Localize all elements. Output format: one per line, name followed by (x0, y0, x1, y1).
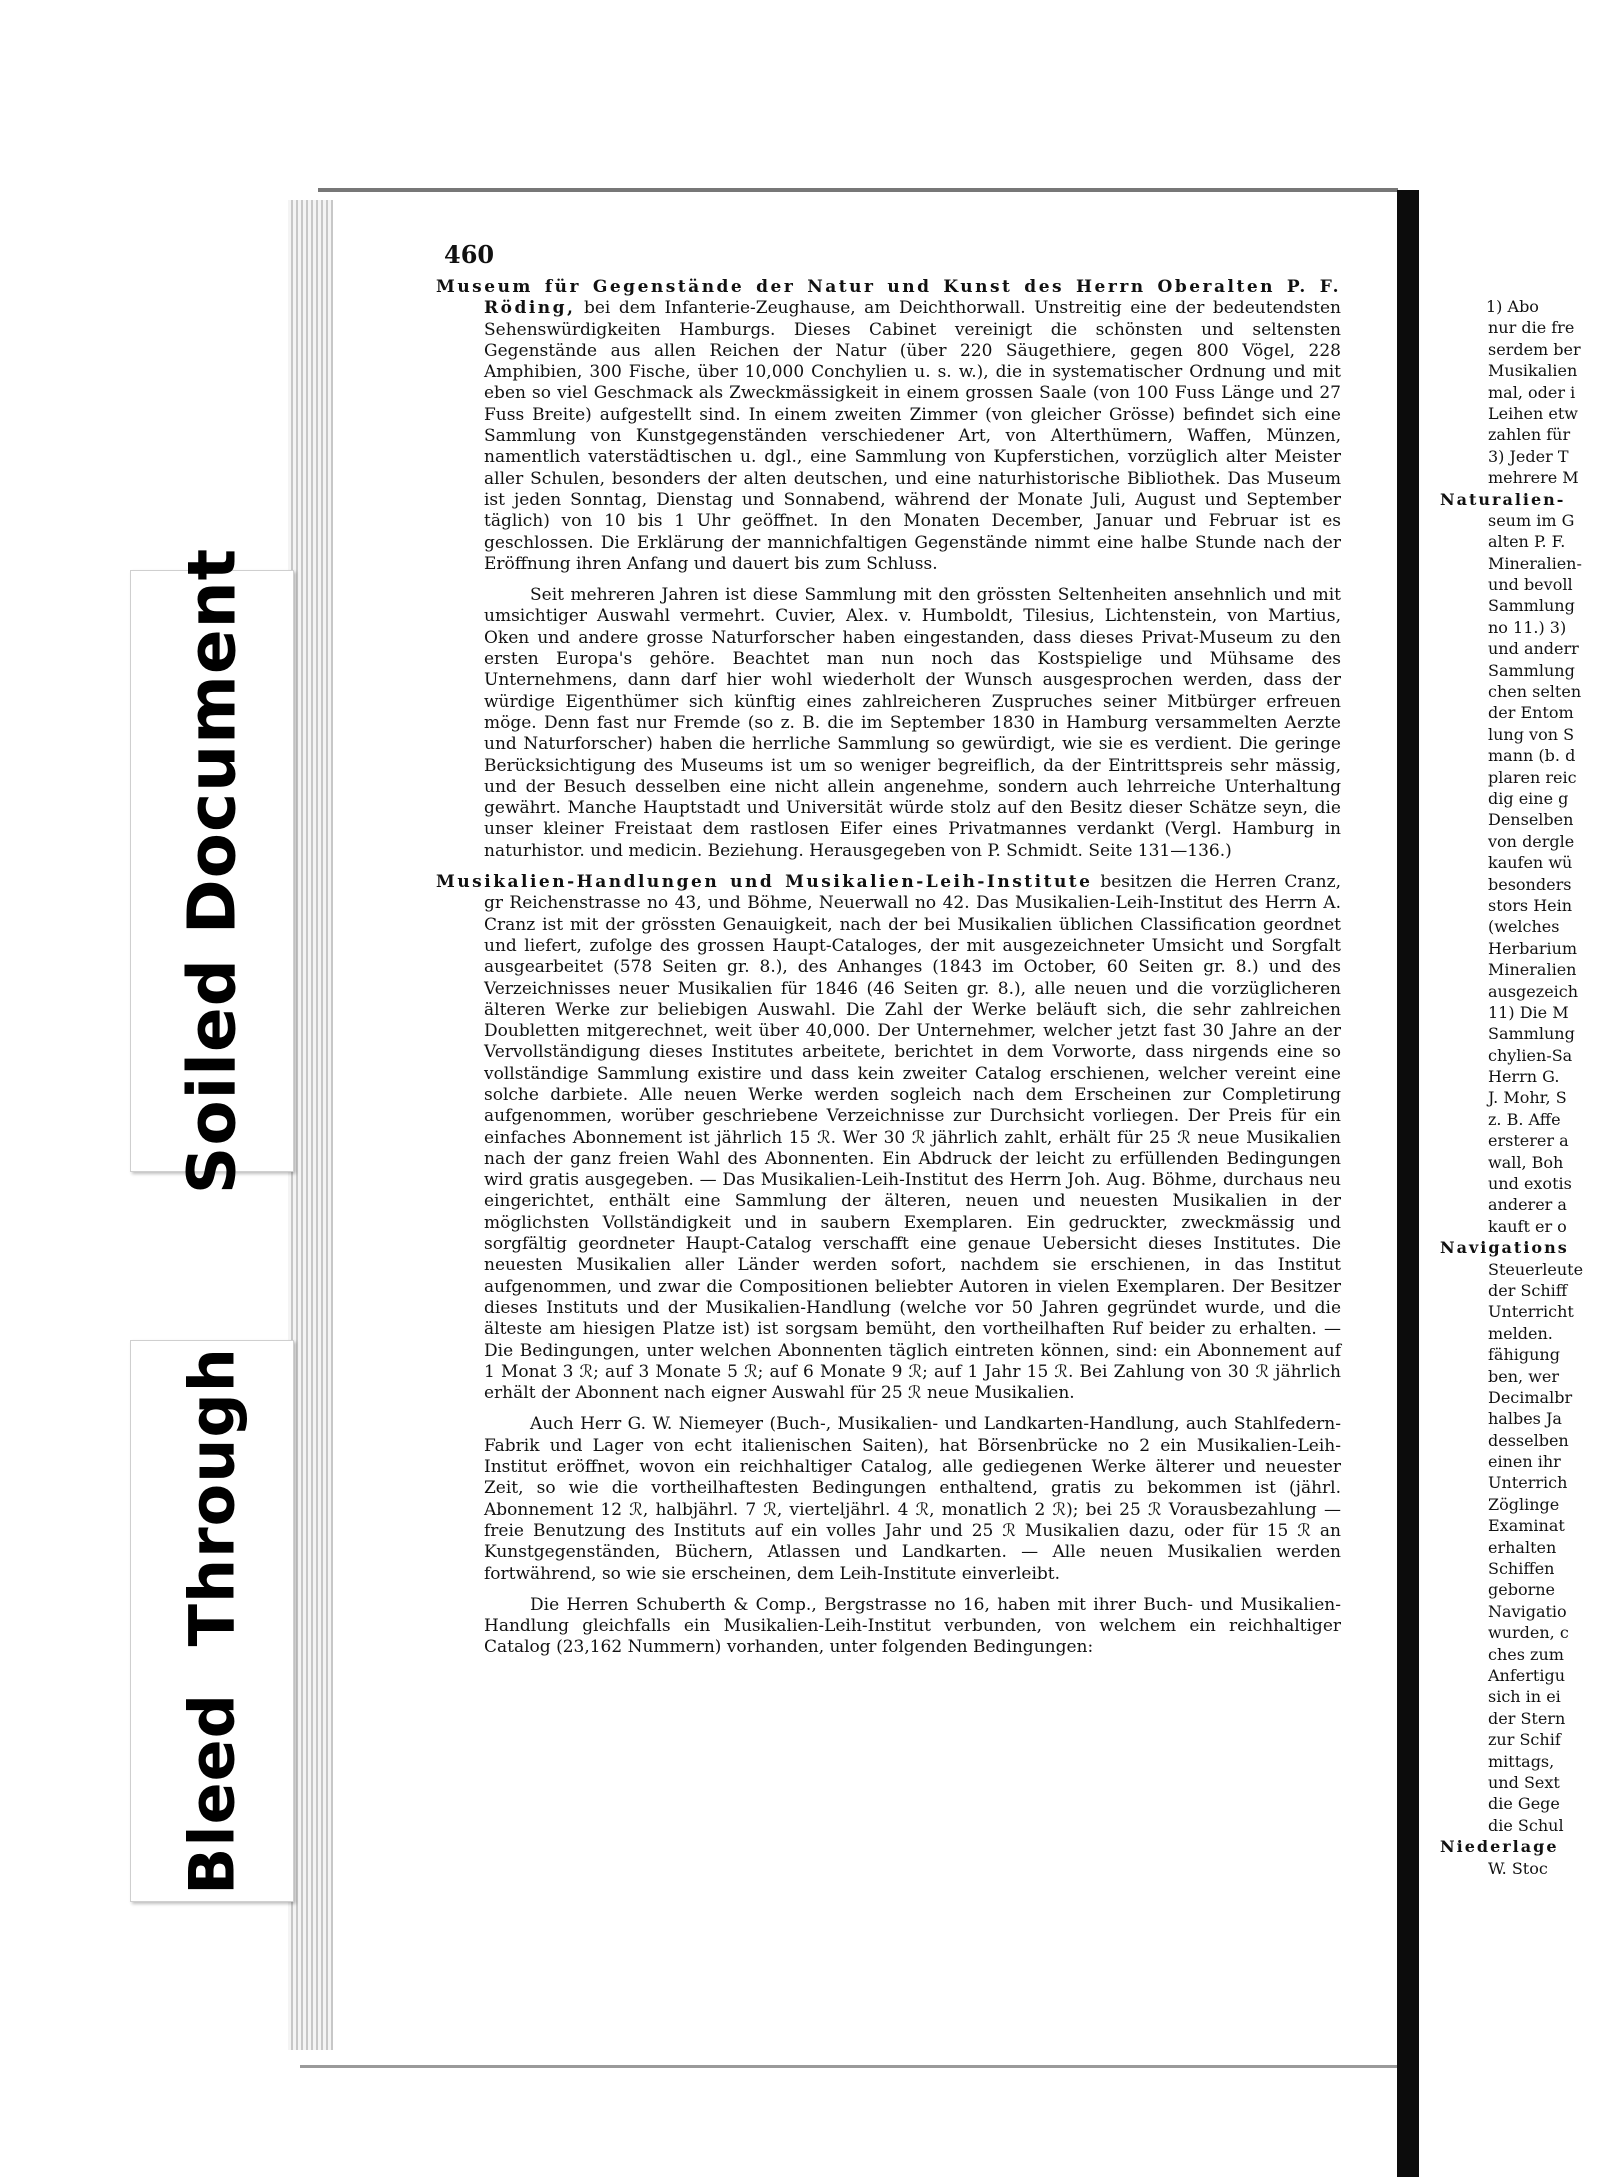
right-column-line: seum im G (1488, 510, 1575, 530)
right-column-line: Steuerleute (1488, 1259, 1584, 1279)
right-column-line: stors Hein (1488, 895, 1573, 915)
right-column-line: halbes Ja (1488, 1409, 1562, 1429)
paragraph-text: besitzen die Herren Cranz, gr Reichenstrasse no 43, und Böhme, Neuerwall no 42. Das Musikalien-Leih-Institut des Herrn A. Cranz ist mit der grössten Genauigkeit, nach der bei Musikalien üblichen Classification geordnet und liefert, zufolge des grossen Haupt-Cataloges, der mit ausgezeichneter Umsicht und Sorgfalt ausgearbeitet (578 Seiten gr. 8.), des Anhanges (1843 im October, 60 Seiten gr. 8.) und des Verzeichnisses neuer Musikalien für 1846 (46 Seiten gr. 8.), alle neuen und die vorzüglicheren älteren Werke zur beliebigen Auswahl. Die Zahl der Werke beläuft sich, die sehr zahlreichen Doubletten mitgerechnet, weit über 40,000. Der Unternehmer, welcher jetzt fast 30 Jahre an der Vervollständigung dieses Institutes arbeitete, berichtet in dem Vorworte, dass nirgends eine so vollständige Sammlung existire und dass kein zweiter Catalog erschienen, welcher vereint eine solche darbiete. Alle neuen Werke werden sogleich nach dem Erscheinen zur Completirung aufgenommen, worüber geschriebene Verzeichnisse zur Durchsicht vorliegen. Der Preis für ein einfaches Abonnement ist jährlich 15 ℛ. Wer 30 ℛ jährlich zahlt, erhält für 25 ℛ neue Musikalien nach der ganz freien Wahl des Abonnenten. Ein Abdruck der leicht zu erfüllenden Bedingungen wird gratis ausgegeben. — Das Musikalien-Leih-Institut des Herrn Joh. Aug. Böhme, durchaus neu eingerichtet, enthält eine Sammlung der älteren, neuen und neuesten Musikalien in der möglichsten Vollständigkeit und in saubern Exemplaren. Ein gedruckter, zweckmässig und sorgfältig geordneter Haupt-Catalog verschafft eine genaue Uebersicht dieses Institutes. Die neuesten Musikalien aller Länder werden sofort, nachdem sie erschienen, in das Institut aufgenommen, und zwar die Compositionen beliebter Autoren in vielen Exemplaren. Der Besitzer dieses Instituts und der Musikalien-Handlung (welche vor 50 Jahren gegründet wurde, und die älteste am hiesigen Platze ist) ist sorgsam bemüht, den vortheilhaften Ruf beider zu erhalten. — Die Bedingungen, unter welchen Abonnenten täglich eintreten können, sind: ein Abonnement auf 1 Monat 3 ℛ; auf 3 Monate 5 ℛ; auf 6 Monate 9 ℛ; auf 1 Jahr 15 ℛ. Bei Zahlung von 30 ℛ jährlich erhält der Abonnent nach eigner Auswahl für 25 ℛ neue Musikalien. (484, 872, 1341, 1404)
right-column-line: fähigung (1488, 1345, 1560, 1365)
right-column-line: Naturalien- (1440, 489, 1566, 509)
right-column-line: kaufen wü (1488, 853, 1573, 873)
right-column-line: Decimalbr (1488, 1387, 1573, 1407)
right-column-line: wurden, c (1488, 1623, 1569, 1643)
right-column-line: der Schiff (1488, 1280, 1568, 1300)
right-page-fragment (1440, 296, 1600, 1879)
right-column-line: desselben (1488, 1430, 1569, 1450)
right-column-line: 1) Abo (1486, 297, 1539, 316)
right-column-line: Zöglinge (1488, 1494, 1560, 1514)
left-page (436, 240, 1341, 1669)
right-column-line: und bevoll (1488, 575, 1573, 595)
right-column-line: 3) Jeder T (1488, 446, 1569, 466)
right-column-line: Unterricht (1488, 1302, 1574, 1322)
right-column-line: wall, Boh (1488, 1152, 1564, 1172)
page-stack-edge (288, 200, 333, 2050)
right-column-line: 11) Die M (1488, 1002, 1569, 1022)
right-column-line: kauft er o (1488, 1216, 1567, 1236)
right-column-line: und Sext (1488, 1772, 1560, 1792)
right-column-line: Herrn G. (1488, 1067, 1560, 1087)
right-column-line: geborne (1488, 1580, 1556, 1600)
right-column-line: und exotis (1488, 1174, 1572, 1194)
right-column-line: Herbarium (1488, 938, 1578, 958)
right-column-line: ches zum (1488, 1644, 1564, 1664)
entry-heading: Musikalien-Handlungen und Musikalien-Leih-Institute (436, 872, 1093, 893)
right-column-line: der Stern (1488, 1708, 1566, 1728)
right-column-line: nur die fre (1488, 318, 1575, 338)
paragraph-text: Die Herren Schuberth & Comp., Bergstrasse no 16, haben mit ihrer Buch- und Musikalien-Handlung gleichfalls ein Musikalien-Leih-Institut verbunden, von welchem ein reichhaltiger Catalog (23,162 Nummern) vorhanden, unter folgenden Bedingungen: (484, 1594, 1341, 1658)
right-column-line: chylien-Sa (1488, 1045, 1573, 1065)
page-number: 460 (444, 240, 495, 269)
right-column-line: Mineralien (1488, 960, 1577, 980)
paragraph (436, 585, 1341, 862)
right-column-line: Unterrich (1488, 1473, 1568, 1493)
right-column-line: mehrere M (1488, 468, 1579, 488)
soiled-document-label: Soiled Document (173, 547, 251, 1195)
right-column-line: ben, wer (1488, 1366, 1559, 1386)
right-column-line: Examinat (1488, 1516, 1565, 1536)
page-body (436, 277, 1341, 1659)
right-column-line: dig eine g (1488, 788, 1569, 808)
right-column-line: die Gege (1488, 1794, 1560, 1814)
right-column-line: der Entom (1488, 703, 1574, 723)
right-column-line: Niederlage (1440, 1837, 1559, 1857)
right-column-line: zahlen für (1488, 425, 1571, 445)
right-column-line: Navigatio (1488, 1601, 1567, 1621)
entry-heading: Museum für Gegenstände der Natur und Kunst des Herrn Oberalten P. F. Röding, (436, 277, 1341, 319)
right-column-line: einen ihr (1488, 1452, 1561, 1472)
right-column-line: serdem ber (1488, 339, 1581, 359)
paragraph (436, 1595, 1341, 1659)
right-column-line: und anderr (1488, 639, 1579, 659)
right-column-line: J. Mohr, S (1488, 1088, 1567, 1108)
right-column-line: melden. (1488, 1323, 1553, 1343)
right-column-line: plaren reic (1488, 767, 1577, 787)
right-column-line: lung von S (1488, 724, 1575, 744)
right-column-line: z. B. Affe (1488, 1109, 1561, 1129)
right-column-line: chen selten (1488, 682, 1582, 702)
right-column-line: mittags, (1488, 1751, 1555, 1771)
bleed-through-tab (130, 1340, 294, 1902)
right-column-line: zur Schif (1488, 1730, 1561, 1750)
paragraph (436, 1414, 1341, 1584)
right-column-line: Sammlung (1488, 596, 1575, 616)
book-gutter (1397, 190, 1419, 2177)
right-column-line: Anfertigu (1488, 1666, 1565, 1685)
right-column-line: Musikalien (1488, 361, 1578, 381)
soiled-document-tab (130, 547, 294, 1195)
right-column-line: von dergle (1488, 831, 1575, 851)
right-column-line: Navigations (1440, 1238, 1569, 1258)
right-column-line: ausgezeich (1488, 981, 1579, 1001)
right-column-line: die Schul (1488, 1815, 1564, 1835)
paragraph-text: Seit mehreren Jahren ist diese Sammlung mit den grössten Seltenheiten ansehnlich und mit umsichtiger Auswahl vermehrt. Cuvier, Alex. v. Humboldt, Tilesius, Lichtenstein, von Martius, Oken und andere grosse Naturforscher haben eingestanden, dass dieses Privat-Museum zu den ersten Europa's gehöre. Beachtet man nun noch das Kostspielige und Mühsame des Unternehmens, dann darf hier wohl wiederholt der Wunsch ausgesprochen werden, dass der würdige Eigenthümer sich künftig eines zahlreicheren Zuspruches seiner Mitbürger erfreuen möge. Denn fast nur Fremde (so z. B. die im September 1830 in Hamburg versammelten Aerzte und Naturforscher) haben die herrliche Sammlung so gewürdigt, wie sie es verdient. Die geringe Berücksichtigung des Museums ist um so weniger begreiflich, da der Eintrittspreis sehr mässig, und der Besuch desselben eine nicht allein angenehme, sondern auch lehrreiche Unterhaltung gewährt. Manche Hauptstadt und Universität würde stolz auf den Besitz dieser Schätze seyn, die unser kleiner Freistaat dem rastlosen Eifer eines Privatmannes verdankt (Vergl. Hamburg in naturhistor. und medicin. Beziehung. Herausgegeben von P. Schmidt. Seite 131—136.) (484, 585, 1341, 861)
bleed-through-label: Bleed Through (175, 1347, 249, 1895)
right-column-line: Mineralien- (1488, 553, 1582, 573)
paragraph (436, 872, 1341, 1404)
right-column-line: (welches (1488, 917, 1560, 937)
page-top-edge (318, 188, 1398, 192)
right-column-line: Schiffen (1488, 1559, 1555, 1579)
right-column-line: Sammlung (1488, 660, 1575, 680)
paragraph-text: Auch Herr G. W. Niemeyer (Buch-, Musikalien- und Landkarten-Handlung, auch Stahlfedern-Fabrik und Lager von echt italienischen Saiten), hat Börsenbrücke no 2 ein Musikalien-Leih-Institut eröffnet, wovon ein reichhaltiger Catalog, alle gediegenen Werke älterer und neuester Zeit, so wie die vortheilhaftesten Bedingungen enthaltend, gratis zu bekommen ist (jährl. Abonnement 12 ℛ, halbjährl. 7 ℛ, vierteljährl. 4 ℛ, monatlich 2 ℛ); bei 25 ℛ Vorausbezahlung — freie Benutzung des Instituts auf ein volles Jahr und 25 ℛ Musikalien dazu, oder für 15 ℛ an Kunstgegenständen, Büchern, Atlassen und Landkarten. — Alle neuen Musikalien werden fortwährend, so wie sie erscheinen, dem Leih-Institute einverleibt. (484, 1414, 1341, 1584)
right-column-line: W. Stoc (1488, 1858, 1548, 1878)
right-column-line: mann (b. d (1488, 746, 1576, 766)
paragraph-text: bei dem Infanterie-Zeughause, am Deichthorwall. Unstreitig eine der bedeutendsten Sehenswürdigkeiten Hamburgs. Dieses Cabinet vereinigt die schönsten und seltensten Gegenstände aus allen Reichen der Natur (über 220 Säugethiere, gegen 800 Vögel, 228 Amphibien, 300 Fische, über 10,000 Conchylien u. s. w.), die in systematischer Ordnung und mit eben so viel Geschmack als Zweckmässigkeit in einem grossen Saale (von 100 Fuss Länge und 27 Fuss Breite) aufgestellt sind. In einem zweiten Zimmer (von gleicher Grösse) befindet sich eine Sammlung von Kunstgegenständen verschiedener Art, von Alterthümern, Waffen, Münzen, namentlich vaterstädtischen u. dgl., eine Sammlung von Kupferstichen, vorzüglich alter Meister aller Schulen, besonders der alten deutschen, und eine naturhistorische Bibliothek. Das Museum ist jeden Sonntag, Dienstag und Sonnabend, während der Monate Juli, August und September täglich) von 10 bis 1 Uhr geöffnet. In den Monaten December, Januar und Februar ist es geschlossen. Die Erklärung der mannichfaltigen Gegenstände nimmt eine halbe Stunde nach der Eröffnung ihren Anfang und dauert bis zum Schluss. (484, 298, 1341, 574)
right-column-line: alten P. F. (1488, 532, 1566, 552)
right-column-line: ersterer a (1488, 1131, 1569, 1151)
right-column-line: sich in ei (1488, 1687, 1561, 1707)
right-column-line: Leihen etw (1488, 403, 1578, 423)
right-column-line: mal, oder i (1488, 382, 1576, 402)
right-column-line: erhalten (1488, 1537, 1557, 1557)
right-column-line: anderer a (1488, 1195, 1567, 1215)
page-bottom-edge (300, 2065, 1397, 2068)
right-column-line: no 11.) 3) (1488, 617, 1567, 637)
right-column-line: besonders (1488, 874, 1572, 894)
right-column-line: Sammlung (1488, 1024, 1575, 1044)
right-column-line: Denselben (1488, 810, 1574, 830)
paragraph (436, 277, 1341, 575)
